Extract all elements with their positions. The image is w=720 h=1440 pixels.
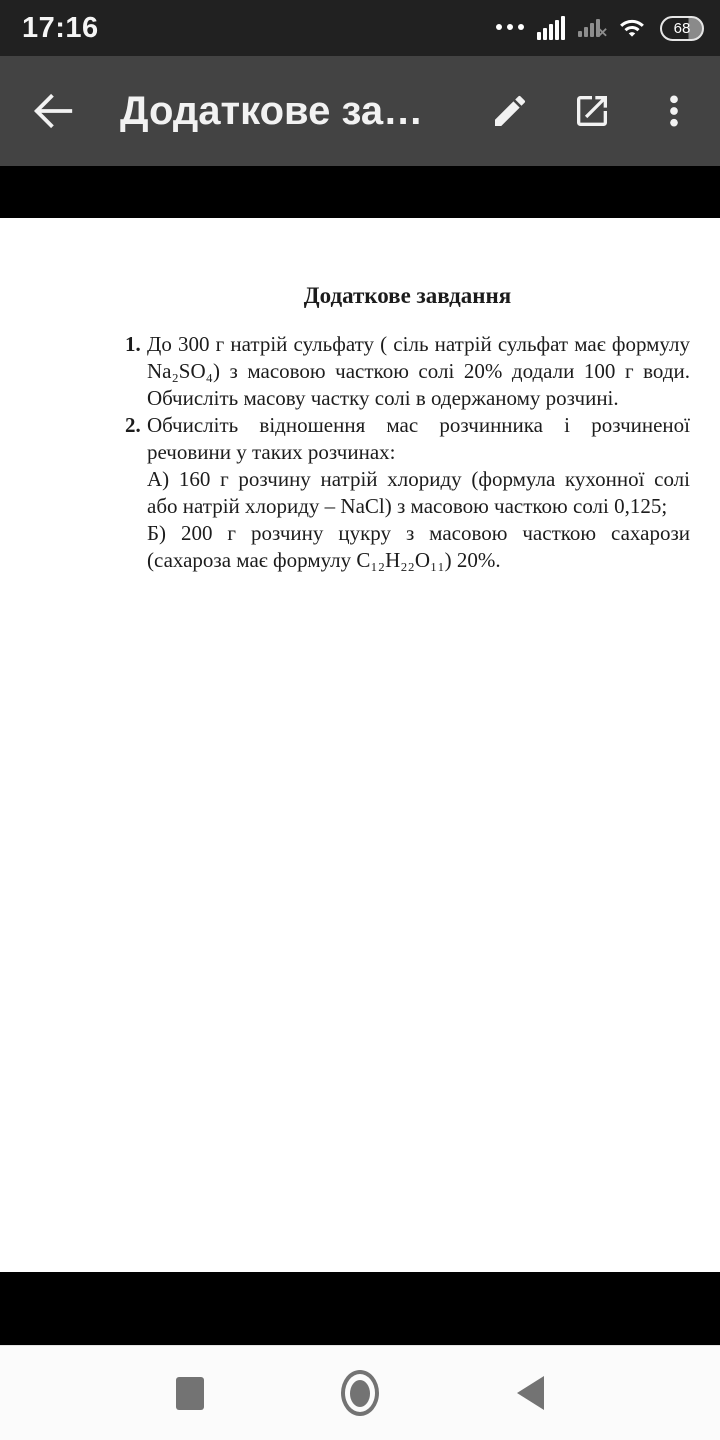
task-item-1 xyxy=(125,331,690,412)
recents-square-icon xyxy=(176,1377,204,1410)
signal-strength-icon xyxy=(537,16,565,40)
edit-pencil-icon xyxy=(490,91,530,131)
page-title: Додаткове завдання xyxy=(303,283,512,308)
battery-icon xyxy=(660,16,704,41)
letterbox-bottom xyxy=(0,1272,720,1345)
open-in-new-icon xyxy=(572,91,612,131)
open-in-new-button[interactable] xyxy=(572,91,612,131)
task-item-2 xyxy=(125,412,690,574)
battery-percent: 68 xyxy=(673,19,691,37)
task-number: 1. xyxy=(125,332,141,356)
back-button[interactable] xyxy=(30,88,76,134)
edit-button[interactable] xyxy=(490,91,530,131)
home-circle-icon xyxy=(341,1370,379,1416)
task-text: До 300 г натрій сульфату ( сіль натрій сульфат має формулу Na₂SO₄) з масовою часткою солі 20% додали 100 г води. Обчисліть масову частку солі в одержаному розчині. xyxy=(147,332,690,410)
navigation-bar xyxy=(0,1345,720,1440)
task-text: Обчисліть відношення мас розчинника і розчиненої речовини у таких розчинах: xyxy=(147,413,690,464)
task-number: 2. xyxy=(125,413,141,437)
task-subitem-b: Б) 200 г розчину цукру з масовою часткою сахарози (сахароза має формулу C₁₂H₂₂O₁₁) 20%. xyxy=(147,521,690,572)
app-bar xyxy=(0,56,720,166)
overflow-menu-icon xyxy=(654,91,694,131)
clock: 17:16 xyxy=(22,11,99,44)
recents-button[interactable] xyxy=(160,1363,220,1423)
back-arrow-icon xyxy=(30,88,76,134)
more-dots-icon xyxy=(496,24,524,32)
wifi-icon xyxy=(617,15,647,41)
status-icons xyxy=(496,15,704,41)
letterbox-top xyxy=(0,166,720,218)
status-bar xyxy=(0,0,720,56)
document-page[interactable] xyxy=(0,218,720,1272)
back-triangle-icon xyxy=(517,1376,544,1410)
signal-no-service-icon: ✕ xyxy=(578,19,600,37)
task-list xyxy=(125,331,690,574)
home-button[interactable] xyxy=(330,1363,390,1423)
overflow-menu-button[interactable] xyxy=(654,91,694,131)
document-title-truncated: Додаткове за… xyxy=(120,88,424,133)
app-bar-actions xyxy=(490,91,694,131)
nav-back-button[interactable] xyxy=(500,1363,560,1423)
task-subitem-a: А) 160 г розчину натрій хлориду (формула кухонної солі або натрій хлориду – NaCl) з масовою часткою солі 0,125; xyxy=(147,467,690,518)
